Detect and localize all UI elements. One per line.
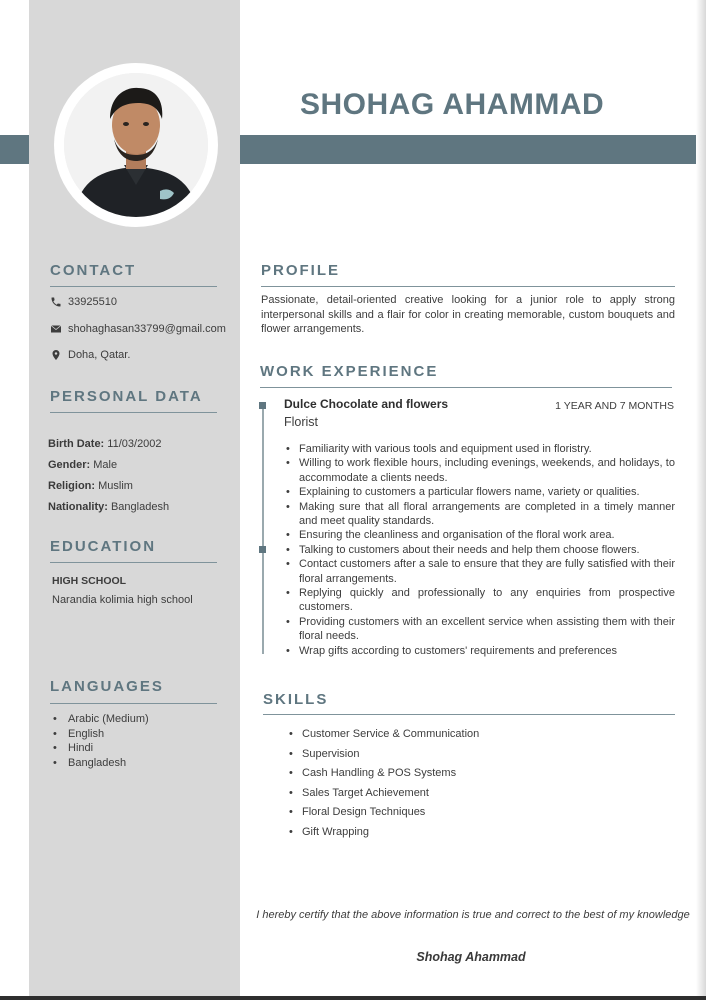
profile-summary: Passionate, detail-oriented creative looking for a junior role to apply strong interpersonal skills and a flair for color in creating memorable, custom bouquets and flower arrangements. bbox=[261, 294, 675, 335]
list-item: • Talking to customers about their needs and help them choose flowers. bbox=[286, 543, 675, 557]
candidate-name: SHOHAG AHAMMAD bbox=[300, 88, 605, 121]
work-experience-divider bbox=[260, 387, 672, 388]
religion-row bbox=[48, 480, 133, 492]
contact-divider bbox=[50, 286, 217, 287]
contact-location-row bbox=[50, 349, 130, 361]
job-duration: 1 YEAR AND 7 MONTHS bbox=[555, 400, 674, 412]
list-item: • Contact customers after a sale to ensure that they are fully satisfied with their floral arrangements. bbox=[286, 557, 675, 586]
list-item: • Ensuring the cleanliness and organisation of the floral work area. bbox=[286, 528, 675, 542]
skill-item: • Gift Wrapping bbox=[289, 825, 479, 845]
gender-value: Male bbox=[93, 459, 118, 471]
religion-label: Religion: bbox=[48, 480, 96, 492]
contact-phone: 33925510 bbox=[68, 296, 117, 308]
skill-item: • Customer Service & Communication bbox=[289, 727, 479, 747]
profile-divider bbox=[261, 286, 675, 287]
nationality-label: Nationality: bbox=[48, 501, 108, 513]
language-item: • Hindi bbox=[53, 741, 149, 756]
gender-label: Gender: bbox=[48, 459, 91, 471]
languages-section-title: LANGUAGES bbox=[50, 678, 164, 695]
education-school: Narandia kolimia high school bbox=[52, 594, 193, 606]
personal-data-section-title: PERSONAL DATA bbox=[50, 388, 203, 405]
skills-list bbox=[289, 727, 479, 845]
page-bottom-edge bbox=[0, 996, 706, 1000]
list-item: • Familiarity with various tools and equipment used in floristry. bbox=[286, 442, 675, 456]
profile-photo bbox=[64, 73, 208, 217]
skills-section-title: SKILLS bbox=[263, 691, 329, 708]
language-item: • Arabic (Medium) bbox=[53, 712, 149, 727]
list-item: • Replying quickly and professionally to any enquiries from prospective customers. bbox=[286, 586, 675, 615]
nationality-row bbox=[48, 501, 169, 513]
languages-list bbox=[53, 712, 149, 770]
contact-email: shohaghasan33799@gmail.com bbox=[68, 323, 226, 335]
education-divider bbox=[50, 562, 217, 563]
phone-icon bbox=[50, 296, 62, 308]
personal-data-divider bbox=[50, 412, 217, 413]
education-level: HIGH SCHOOL bbox=[52, 575, 127, 587]
job-duties-list bbox=[286, 442, 675, 658]
contact-section-title: CONTACT bbox=[50, 262, 137, 279]
list-item: • Wrap gifts according to customers' requirements and preferences bbox=[286, 644, 675, 658]
nationality-value: Bangladesh bbox=[110, 501, 170, 513]
email-icon bbox=[50, 323, 62, 335]
job-role: Florist bbox=[284, 415, 319, 429]
birth-date-value: 11/03/2002 bbox=[107, 438, 162, 450]
skill-item: • Supervision bbox=[289, 747, 479, 767]
contact-email-row bbox=[50, 323, 226, 335]
timeline-marker-top bbox=[259, 402, 266, 409]
work-experience-section-title: WORK EXPERIENCE bbox=[260, 363, 439, 380]
skills-divider bbox=[263, 714, 675, 715]
religion-value: Muslim bbox=[98, 480, 133, 492]
job-company: Dulce Chocolate and flowers bbox=[284, 397, 449, 411]
birth-date-label: Birth Date: bbox=[48, 438, 105, 450]
languages-divider bbox=[50, 703, 217, 704]
person-portrait-icon bbox=[64, 73, 208, 217]
list-item: • Willing to work flexible hours, including evenings, weekends, and holidays, to accommodate a clients needs. bbox=[286, 456, 675, 485]
skill-item: • Floral Design Techniques bbox=[289, 805, 479, 825]
contact-phone-row bbox=[50, 296, 117, 308]
education-section-title: EDUCATION bbox=[50, 538, 157, 555]
language-item: • Bangladesh bbox=[53, 756, 149, 771]
profile-section-title: PROFILE bbox=[261, 262, 341, 279]
timeline-marker-middle bbox=[259, 546, 266, 553]
page-edge-shadow bbox=[696, 0, 706, 1000]
contact-location: Doha, Qatar. bbox=[68, 349, 131, 361]
list-item: • Providing customers with an excellent service when assisting them with their floral needs. bbox=[286, 615, 675, 644]
list-item: • Explaining to customers a particular flowers name, variety or qualities. bbox=[286, 485, 675, 499]
language-item: • English bbox=[53, 727, 149, 742]
location-pin-icon bbox=[50, 349, 62, 361]
list-item: • Making sure that all floral arrangements are completed in a timely manner and meet quality standards. bbox=[286, 500, 675, 529]
skill-item: • Sales Target Achievement bbox=[289, 786, 479, 806]
experience-timeline-line bbox=[262, 404, 264, 654]
certification-statement: I hereby certify that the above information is true and correct to the best of my knowledge bbox=[256, 909, 690, 921]
signature-name: Shohag Ahammad bbox=[416, 950, 526, 964]
birth-date-row bbox=[48, 438, 162, 450]
gender-row bbox=[48, 459, 117, 471]
skill-item: • Cash Handling & POS Systems bbox=[289, 766, 479, 786]
